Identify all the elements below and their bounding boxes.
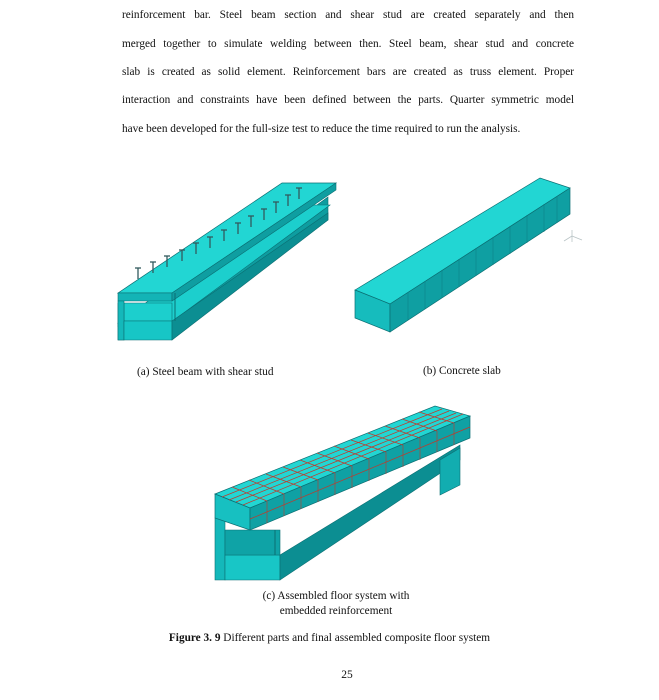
paragraph-line: merged together to simulate welding between then. Steel beam, shear stud and concrete <box>122 38 574 50</box>
paragraph-line: have been developed for the full-size test to reduce the time required to run the analysis. <box>122 123 521 135</box>
figure-caption-text: Different parts and final assembled composite floor system <box>220 632 491 644</box>
figure-a-steel-beam-image <box>110 175 345 350</box>
figure-c-caption-line1: (c) Assembled floor system with <box>262 590 410 602</box>
figure-label: Figure 3. 9 <box>168 632 221 644</box>
figure-caption <box>0 632 659 644</box>
paragraph-line: slab is created as solid element. Reinforcement bars are created as truss element. Proper <box>122 66 574 78</box>
figure-b-concrete-slab-image <box>350 172 585 337</box>
paragraph-line: reinforcement bar. Steel beam section and shear stud are created separately and then <box>122 9 574 21</box>
figure-a-caption: (a) Steel beam with shear stud <box>137 366 274 378</box>
figure-c-assembled-floor-image <box>205 400 480 585</box>
paragraph-line: interaction and constraints have been defined between the parts. Quarter symmetric model <box>122 94 574 106</box>
page-number: 25 <box>341 669 353 681</box>
figure-b-caption: (b) Concrete slab <box>423 365 501 377</box>
figure-c-caption-line2: embedded reinforcement <box>279 605 393 617</box>
